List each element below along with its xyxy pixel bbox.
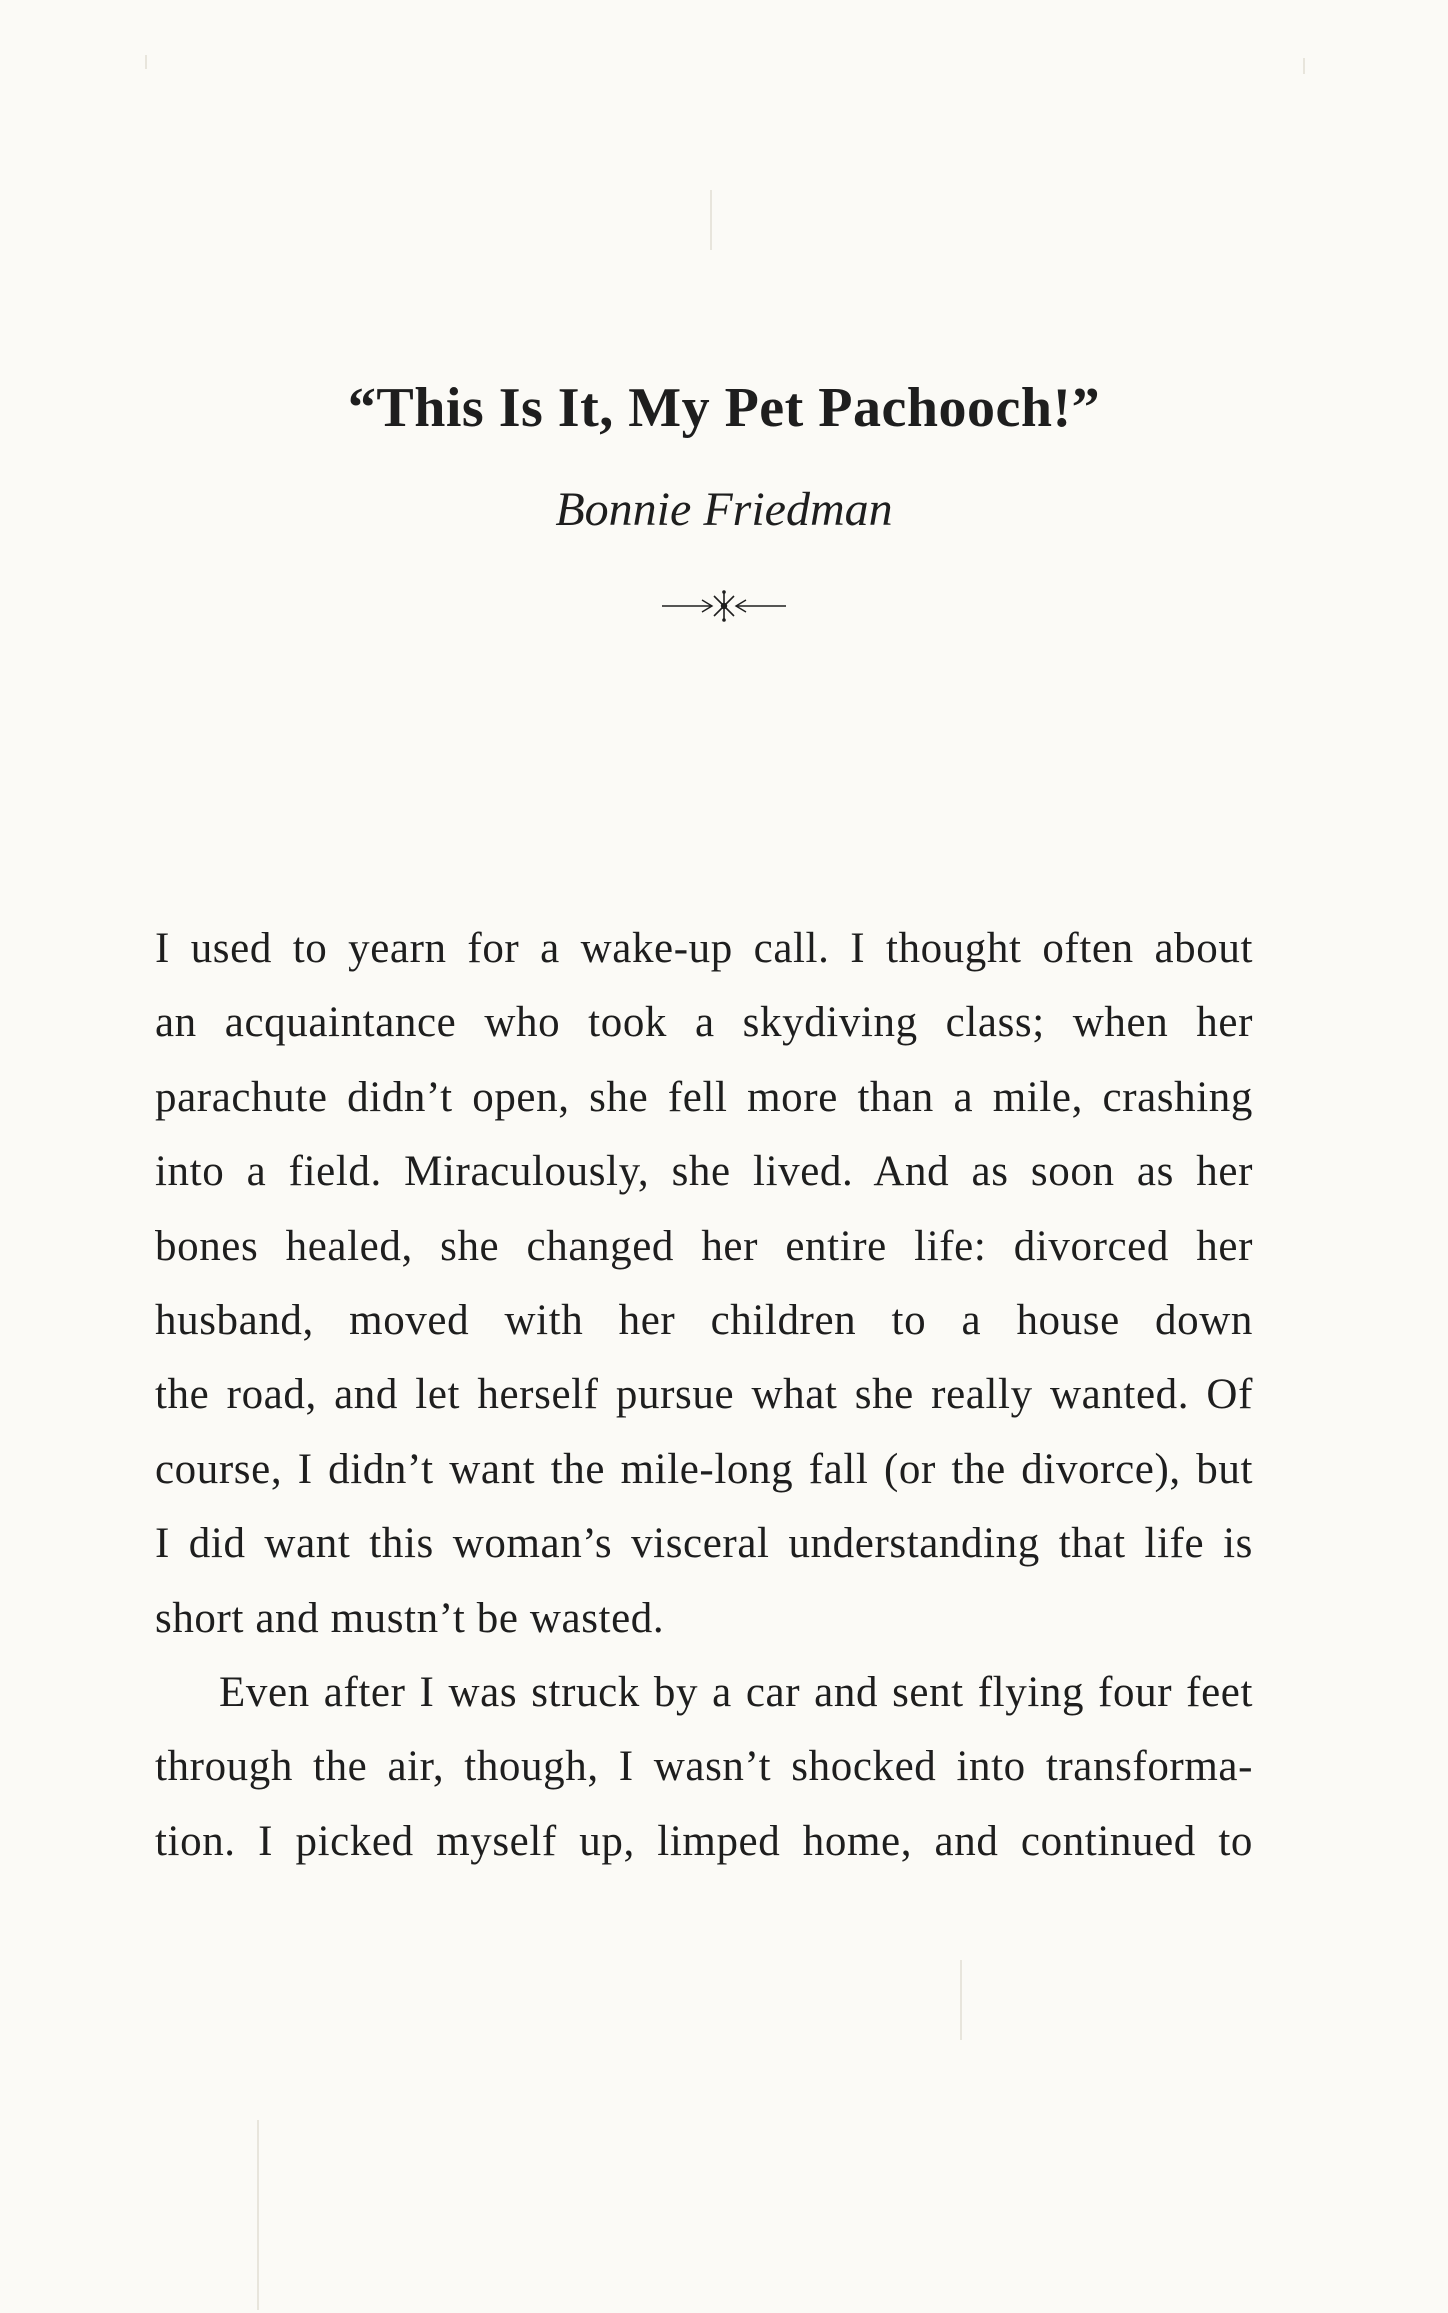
paper-speck <box>710 190 712 250</box>
text-line: into a field. Miraculously, she lived. And as soon as her <box>155 1148 1253 1196</box>
text-line: the road, and let herself pursue what she really wanted. Of <box>155 1371 1253 1419</box>
body-text <box>155 912 1253 1879</box>
chapter-author: Bonnie Friedman <box>555 483 893 536</box>
paper-speck <box>257 2120 259 2310</box>
paper-speck <box>1303 58 1305 74</box>
text-line: bones healed, she changed her entire life: divorced her <box>155 1222 1253 1270</box>
text-line: husband, moved with her children to a house down <box>155 1296 1253 1344</box>
paper-speck <box>145 55 147 69</box>
text-line: course, I didn’t want the mile-long fall (or the divorce), but <box>155 1445 1253 1493</box>
text-line: tion. I picked myself up, limped home, and continued to <box>155 1817 1253 1865</box>
paper-speck <box>960 1960 962 2040</box>
text-line: parachute didn’t open, she fell more than a mile, crashing <box>155 1073 1253 1121</box>
text-line: Even after I was struck by a car and sent flying four feet <box>219 1668 1253 1716</box>
text-line: through the air, though, I wasn’t shocked into transforma- <box>155 1743 1253 1791</box>
text-line: an acquaintance who took a skydiving class; when her <box>155 999 1253 1047</box>
fleuron-ornament-icon <box>654 586 794 626</box>
text-line: I used to yearn for a wake-up call. I thought often about <box>155 925 1253 972</box>
text-line: I did want this woman’s visceral understanding that life is <box>155 1520 1253 1568</box>
chapter-title: “This Is It, My Pet Pachooch!” <box>347 377 1101 439</box>
text-line: short and mustn’t be wasted. <box>155 1594 665 1642</box>
